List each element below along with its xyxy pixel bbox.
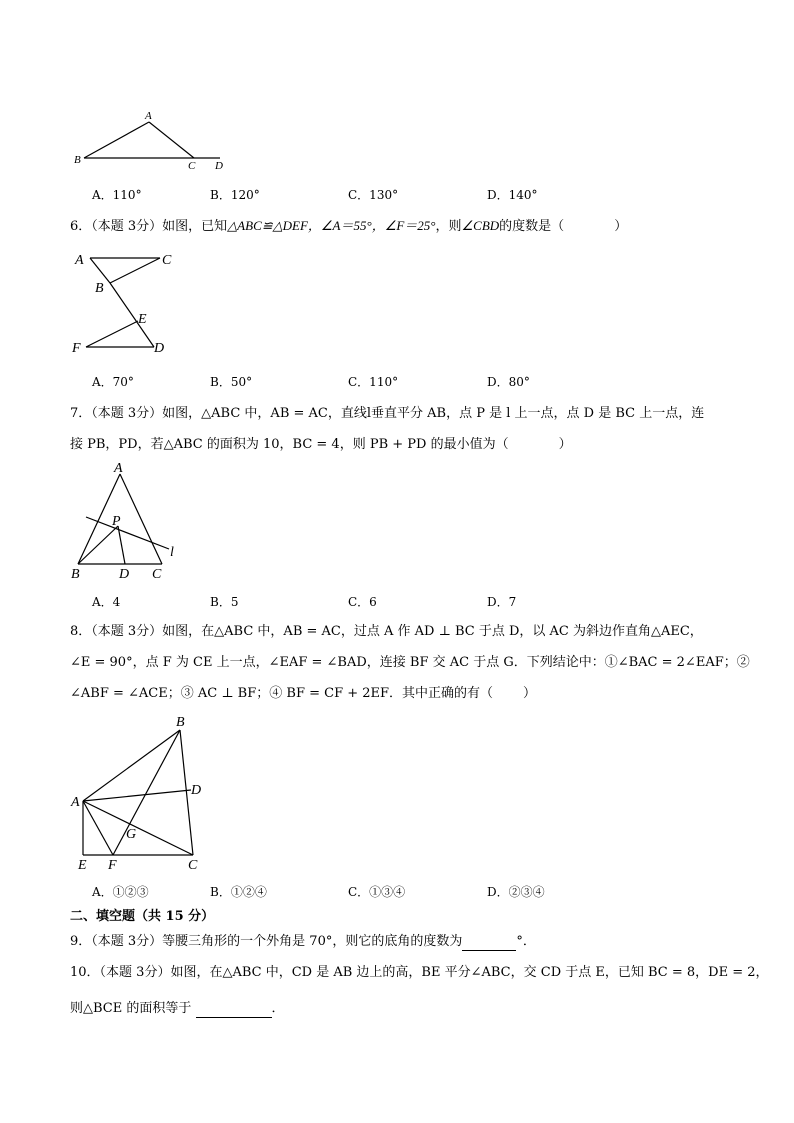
fig5-label-c: C bbox=[188, 160, 196, 172]
q6-ask2: 的度数是（ bbox=[499, 219, 565, 234]
q6-condition: △ABC≌△DEF，∠A＝55°，∠F＝25° bbox=[227, 218, 436, 233]
fig7-label-d: D bbox=[119, 567, 130, 582]
q6-ask1: ，则 bbox=[435, 219, 462, 234]
fig7-label-a: A bbox=[114, 461, 123, 476]
q6-close: ） bbox=[614, 219, 628, 234]
section-fill-in-heading: 二、填空题（共 15 分） bbox=[70, 909, 215, 924]
q6-stem bbox=[70, 217, 627, 236]
q8-option-c: C．①③④ bbox=[348, 885, 406, 899]
fig7-label-p: P bbox=[112, 514, 121, 529]
q8-figure bbox=[66, 710, 216, 875]
fig6-label-a: A bbox=[75, 253, 84, 268]
fig5-label-d: D bbox=[215, 160, 223, 172]
fig8-label-c: C bbox=[188, 858, 198, 873]
q9-stem bbox=[70, 933, 536, 951]
q8-stem-line2: ∠E = 90°，点 F 为 CE 上一点，∠EAF = ∠BAD，连接 BF 交 AC 于点 G．下列结论中：①∠BAC = 2∠EAF；② bbox=[70, 655, 750, 670]
q10-line2-text: 则△BCE 的面积等于 bbox=[70, 1001, 192, 1016]
q8-option-a: A．①②③ bbox=[92, 885, 149, 899]
q10-answer-blank[interactable] bbox=[196, 1003, 272, 1018]
q8-option-d: D．②③④ bbox=[487, 885, 545, 899]
q10-stem-line1: 10．（本题 3分）如图，在△ABC 中，CD 是 AB 边上的高，BE 平分∠ABC，交 CD 于点 E，已知 BC = 8，DE = 2， bbox=[70, 965, 769, 980]
q6-prefix: （本题 3分）如图，已知 bbox=[91, 219, 228, 234]
q5-option-c: C．130° bbox=[348, 188, 399, 202]
fig8-label-e: E bbox=[78, 858, 87, 873]
q5-option-a: A．110° bbox=[92, 188, 142, 202]
q9-suffix: °． bbox=[516, 934, 536, 949]
fig7-label-l: l bbox=[170, 545, 174, 560]
q6-option-a: A．70° bbox=[92, 375, 134, 389]
fig6-label-c: C bbox=[162, 253, 172, 268]
q6-figure bbox=[68, 248, 188, 358]
q6-option-b: B．50° bbox=[210, 375, 253, 389]
q8-line3-text: ∠ABF = ∠ACE；③ AC ⊥ BF；④ BF = CF + 2EF．其中正确的有（ bbox=[70, 686, 494, 701]
fig8-label-g: G bbox=[126, 827, 137, 842]
fig8-label-a: A bbox=[71, 795, 80, 810]
q7-option-c: C．6 bbox=[348, 595, 377, 609]
q7-option-a: A．4 bbox=[92, 595, 121, 609]
fig8-label-f: F bbox=[108, 858, 117, 873]
q6-number: 6． bbox=[70, 219, 92, 234]
q8-stem-line1: 8．（本题 3分）如图，在△ABC 中，AB = AC，过点 A 作 AD ⊥ BC 于点 D，以 AC 为斜边作直角△AEC， bbox=[70, 624, 703, 639]
q6-ask-angle: ∠CBD bbox=[461, 218, 500, 233]
q7-stem-line1: 7．（本题 3分）如图，△ABC 中，AB = AC，直线l垂直平分 AB，点 P 是 l 上一点，点 D 是 BC 上一点，连 bbox=[70, 406, 705, 421]
q9-text: 9．（本题 3分）等腰三角形的一个外角是 70°，则它的底角的度数为 bbox=[70, 934, 463, 949]
q8-stem-line3 bbox=[70, 685, 536, 703]
q7-option-b: B．5 bbox=[210, 595, 239, 609]
fig7-label-c: C bbox=[152, 567, 162, 582]
q7-stem-line2 bbox=[70, 436, 572, 454]
q8-option-b: B．①②④ bbox=[210, 885, 267, 899]
q7-line2-text: 接 PB，PD，若△ABC 的面积为 10，BC = 4，则 PB + PD 的最小值为（ bbox=[70, 437, 509, 452]
q6-option-c: C．110° bbox=[348, 375, 399, 389]
q10-suffix: ． bbox=[271, 1001, 285, 1016]
fig8-label-b: B bbox=[176, 715, 185, 730]
q10-stem-line2 bbox=[70, 1000, 285, 1018]
q6-option-d: D．80° bbox=[487, 375, 530, 389]
q8-close: ） bbox=[523, 686, 537, 701]
q5-figure bbox=[70, 108, 240, 174]
q5-option-b: B．120° bbox=[210, 188, 260, 202]
q7-figure bbox=[68, 460, 188, 584]
q7-option-d: D．7 bbox=[487, 595, 517, 609]
fig5-label-b: B bbox=[74, 154, 81, 166]
fig7-label-b: B bbox=[71, 567, 80, 582]
fig5-label-a: A bbox=[145, 110, 152, 122]
q7-close: ） bbox=[558, 437, 572, 452]
q9-answer-blank[interactable] bbox=[462, 936, 516, 951]
fig6-label-b: B bbox=[95, 281, 104, 296]
fig8-label-d: D bbox=[191, 783, 202, 798]
fig6-label-f: F bbox=[72, 341, 81, 356]
fig6-label-d: D bbox=[154, 341, 165, 356]
fig6-label-e: E bbox=[138, 312, 147, 327]
q5-option-d: D．140° bbox=[487, 188, 538, 202]
